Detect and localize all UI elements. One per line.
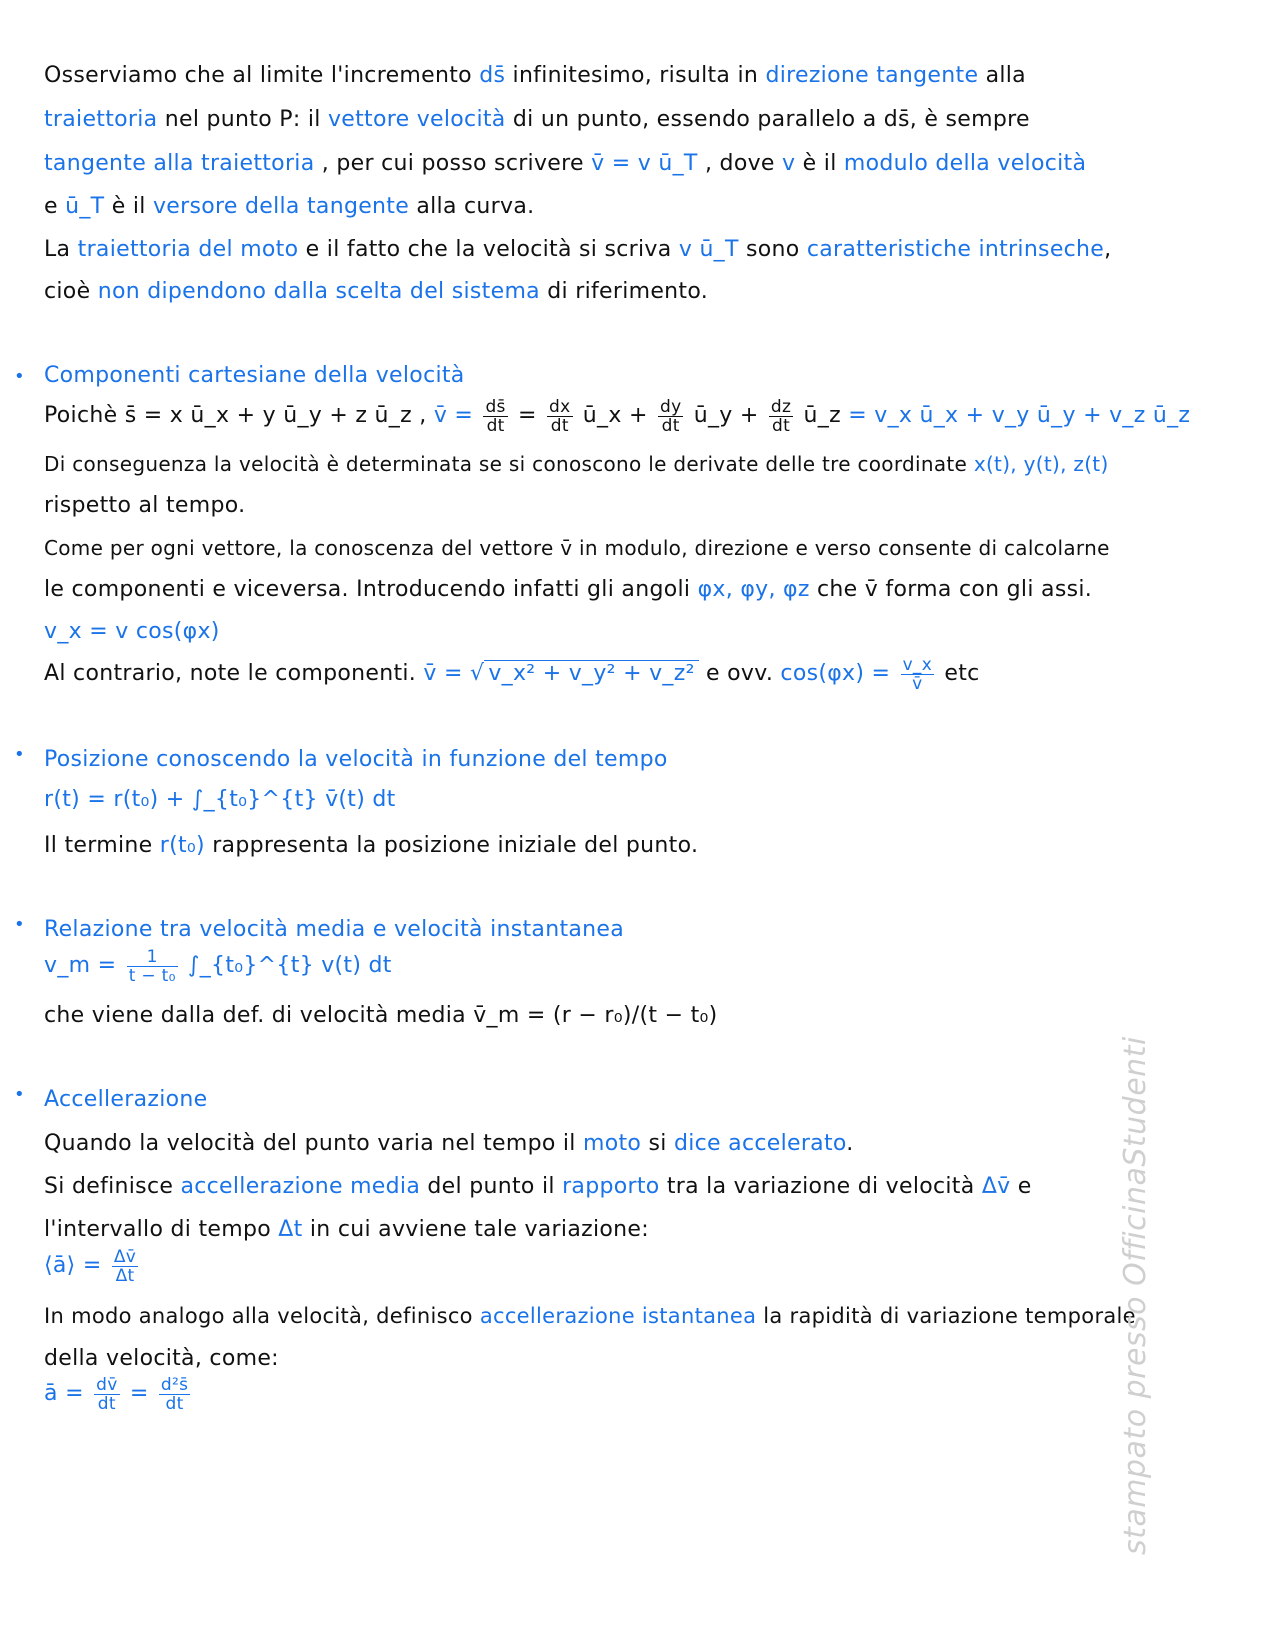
highlight: ū_T <box>65 194 105 219</box>
velocity-equation <box>44 394 1190 438</box>
text: . <box>846 1131 854 1156</box>
highlight: v̄ = v ū_T <box>591 151 698 176</box>
text: che v̄ forma con gli assi. <box>817 577 1093 602</box>
highlight: x(t), y(t), z(t) <box>973 452 1109 476</box>
fraction <box>112 1248 138 1285</box>
denominator: v̄ <box>912 673 923 694</box>
highlight: v̄ = <box>433 403 474 428</box>
highlight: traiettoria del moto <box>77 237 299 262</box>
fraction <box>94 1376 119 1413</box>
denominator: dt <box>97 1393 116 1414</box>
bullet-icon: • <box>14 1084 25 1105</box>
text: le componenti e viceversa. Introducendo infatti gli angoli <box>44 577 691 602</box>
section-heading-acceleration: Accellerazione <box>44 1087 208 1112</box>
text: in cui avviene tale variazione: <box>309 1217 649 1242</box>
denominator: dt <box>486 415 505 436</box>
highlight: moto <box>583 1131 642 1156</box>
text: Poichè s̄ = x ū_x + y ū_y + z ū_z , <box>44 403 427 428</box>
position-line-1 <box>44 832 698 860</box>
highlight: ds̄ <box>479 63 506 88</box>
text: = <box>518 403 537 428</box>
text: e <box>44 194 58 219</box>
highlight: v <box>782 151 796 176</box>
highlight: dice accelerato <box>673 1131 847 1156</box>
text: rappresenta la posizione iniziale del punto. <box>212 833 699 858</box>
acceleration-line-5: della velocità, come: <box>44 1346 279 1371</box>
cartesian-line-3: Come per ogni vettore, la conoscenza del vettore v̄ in modulo, direzione e verso consente di calcolarne <box>44 536 1110 560</box>
fraction <box>769 398 793 435</box>
watermark: stampato presso OfficinaStudenti <box>1118 1036 1153 1555</box>
text: ū_x + <box>582 403 648 428</box>
text: , <box>1104 237 1112 262</box>
fraction <box>658 398 683 435</box>
fraction <box>547 398 572 435</box>
numerator: dy <box>659 396 682 417</box>
cartesian-line-1 <box>44 450 1109 478</box>
highlight: v̄ = <box>423 661 463 686</box>
highlight: accellerazione media <box>180 1174 421 1199</box>
highlight: non dipendono dalla scelta del sistema <box>97 279 540 304</box>
text: alla <box>985 63 1026 88</box>
numerator: Δv̄ <box>113 1246 137 1267</box>
cartesian-line-5: v_x = v cos(φx) <box>44 619 220 644</box>
text: nel punto P: il <box>164 107 321 132</box>
fraction <box>127 948 178 985</box>
highlight: modulo della velocità <box>843 151 1087 176</box>
text: alla curva. <box>416 194 535 219</box>
numerator: 1 <box>127 948 178 967</box>
cartesian-line-4 <box>44 576 1092 604</box>
text: infinitesimo, risulta in <box>512 63 759 88</box>
highlight: direzione tangente <box>765 63 979 88</box>
bullet-icon: • <box>14 744 25 765</box>
relation-line-1 <box>44 1002 718 1030</box>
numerator: v_x <box>902 654 933 675</box>
highlight: Δt <box>278 1217 303 1242</box>
instant-acceleration-formula <box>44 1372 193 1416</box>
section-heading-cartesian: Componenti cartesiane della velocità <box>44 363 465 388</box>
highlight: φx, φy, φz <box>697 577 810 602</box>
bullet-icon: • <box>14 366 25 387</box>
bullet-icon: • <box>14 914 25 935</box>
highlight: rapporto <box>562 1174 660 1199</box>
text: che viene dalla def. di velocità media <box>44 1003 466 1028</box>
section-heading-relation: Relazione tra velocità media e velocità instantanea <box>44 917 625 942</box>
text: l'intervallo di tempo <box>44 1217 271 1242</box>
text: In modo analogo alla velocità, definisco <box>44 1304 473 1328</box>
text: = <box>129 1381 149 1406</box>
highlight: tangente alla traiettoria <box>44 151 315 176</box>
text: v_m = <box>44 953 117 978</box>
highlight: traiettoria <box>44 107 158 132</box>
text: ā = <box>44 1381 84 1406</box>
relation-formula <box>44 944 392 988</box>
text: Il termine <box>44 833 153 858</box>
text: e ovv. <box>706 661 774 686</box>
highlight: r(t₀) <box>159 833 205 858</box>
intro-line-6 <box>44 278 708 306</box>
text: Di conseguenza la velocità è determinata se si conoscono le derivate delle tre coordinate <box>44 452 968 476</box>
highlight: vettore velocità <box>327 107 506 132</box>
fraction <box>159 1376 190 1413</box>
highlight: caratteristiche intrinseche <box>806 237 1105 262</box>
acceleration-line-1 <box>44 1130 854 1158</box>
denominator: Δt <box>115 1265 135 1286</box>
text: di un punto, essendo parallelo a ds̄, è sempre <box>512 107 1030 132</box>
denominator: dt <box>165 1393 184 1414</box>
denominator: dt <box>772 415 791 436</box>
text: La <box>44 237 71 262</box>
text: la rapidità di variazione temporale <box>763 1304 1136 1328</box>
highlight: v ū_T <box>678 237 739 262</box>
text: è il <box>111 194 146 219</box>
text: ū_z <box>803 403 841 428</box>
text: ∫_{t₀}^{t} v(t) dt <box>187 953 392 978</box>
cartesian-line-6 <box>44 650 980 698</box>
acceleration-line-4 <box>44 1302 1136 1330</box>
acceleration-line-2 <box>44 1173 1032 1201</box>
denominator: dt <box>661 415 680 436</box>
highlight: cos(φx) = <box>780 661 891 686</box>
fraction <box>483 398 507 435</box>
average-acceleration-formula <box>44 1244 141 1288</box>
numerator: dv̄ <box>96 1374 118 1395</box>
text: v̄_m = (r − r₀)/(t − t₀) <box>473 1003 718 1028</box>
text: Si definisce <box>44 1174 174 1199</box>
text: e il fatto che la velocità si scriva <box>305 237 672 262</box>
highlight: accellerazione istantanea <box>479 1304 757 1328</box>
cartesian-line-2: rispetto al tempo. <box>44 493 246 518</box>
numerator: dz <box>770 396 792 417</box>
sqrt-radicand: v_x² + v_y² + v_z² <box>484 660 698 686</box>
denominator: dt <box>550 415 569 436</box>
intro-line-2 <box>44 106 1030 134</box>
highlight: Δv̄ <box>981 1174 1011 1199</box>
highlight: = v_x ū_x + v_y ū_y + v_z ū_z <box>848 403 1191 428</box>
acceleration-line-3 <box>44 1216 649 1244</box>
text: , per cui posso scrivere <box>321 151 584 176</box>
fraction <box>901 656 935 693</box>
intro-line-1 <box>44 62 1026 90</box>
text: tra la variazione di velocità <box>666 1174 975 1199</box>
text: etc <box>944 661 980 686</box>
text: si <box>648 1131 667 1156</box>
text: , dove <box>704 151 775 176</box>
text: è il <box>802 151 837 176</box>
intro-line-4 <box>44 193 534 221</box>
text: Quando la velocità del punto varia nel tempo il <box>44 1131 576 1156</box>
numerator: ds̄ <box>485 396 506 417</box>
text: sono <box>746 237 800 262</box>
numerator: dx <box>549 396 571 417</box>
position-formula: r(t) = r(t₀) + ∫_{t₀}^{t} v̄(t) dt <box>44 787 396 812</box>
text: cioè <box>44 279 91 304</box>
text: ū_y + <box>693 403 759 428</box>
text: ⟨ā⟩ = <box>44 1253 102 1278</box>
numerator: d²s̄ <box>160 1374 189 1395</box>
text: Osserviamo che al limite l'incremento <box>44 63 472 88</box>
text: e <box>1017 1174 1032 1199</box>
intro-line-5 <box>44 236 1111 264</box>
intro-line-3 <box>44 150 1086 178</box>
highlight: versore della tangente <box>152 194 410 219</box>
denominator: t − t₀ <box>128 965 176 986</box>
text: del punto il <box>427 1174 555 1199</box>
section-heading-position: Posizione conoscendo la velocità in funzione del tempo <box>44 747 668 772</box>
text: di riferimento. <box>547 279 709 304</box>
text: Al contrario, note le componenti. <box>44 661 417 686</box>
sqrt-symbol: √ <box>470 661 485 686</box>
